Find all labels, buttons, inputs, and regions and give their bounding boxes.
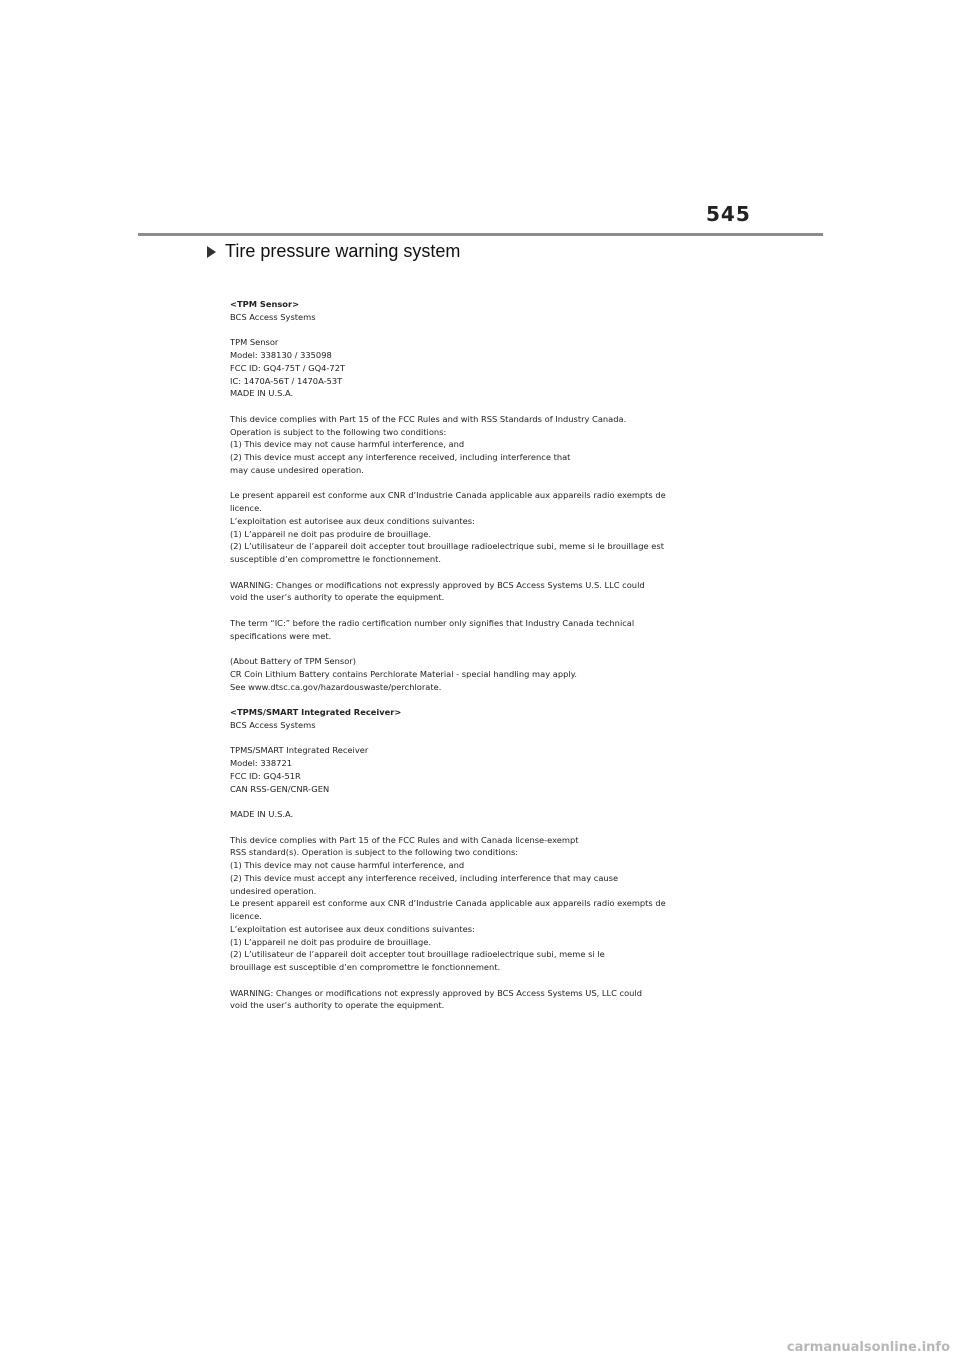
triangle-arrow-icon: [207, 246, 216, 258]
label-text-line: Operation is subject to the following two conditions:: [230, 426, 447, 437]
line-gap: [230, 604, 730, 617]
label-text-line: BCS Access Systems: [230, 719, 316, 730]
line-gap: [230, 974, 730, 987]
label-text-line: (1) This device may not cause harmful interference, and: [230, 860, 465, 870]
line-gap: [230, 795, 730, 808]
section-heading: [207, 241, 460, 262]
label-text-line: FCC ID: GQ4-75T / GQ4-72T: [230, 362, 346, 373]
label-text-line: licence.: [230, 503, 262, 513]
header-rule: [138, 233, 823, 236]
label-text-line: See www.dtsc.ca.gov/hazardouswaste/perchlorate.: [230, 681, 442, 692]
line-gap: [230, 477, 730, 490]
label-text-line: CAN RSS-GEN/CNR-GEN: [230, 783, 330, 794]
label-text-line: susceptible d’en compromettre le fonctionnement.: [230, 554, 442, 564]
line-gap: [230, 324, 730, 337]
label-text-line: L’exploitation est autorisee aux deux conditions suivantes:: [230, 515, 475, 526]
label-text-line: void the user’s authority to operate the equipment.: [230, 592, 445, 603]
label-text-line: licence.: [230, 911, 262, 921]
label-text-line: TPM Sensor: [230, 337, 279, 348]
label-text-line: RSS standard(s). Operation is subject to the following two conditions:: [230, 847, 519, 858]
page-number: 545: [706, 202, 751, 226]
line-gap: [230, 821, 730, 834]
label-text-line: may cause undesired operation.: [230, 464, 364, 475]
label-text-line: (2) This device must accept any interference received, including interference that: [230, 452, 571, 462]
label-text-line: (About Battery of TPM Sensor): [230, 656, 356, 666]
line-gap: [230, 566, 730, 579]
label-text-line: void the user’s authority to operate the equipment.: [230, 1000, 445, 1011]
label-text-line: (2) L’utilisateur de l’appareil doit accepter tout brouillage radioelectrique subi, meme si le brouillage est: [230, 541, 664, 552]
label-section-title: <TPMS/SMART Integrated Receiver>: [230, 707, 402, 717]
label-text-line: brouillage est susceptible d’en compromettre le fonctionnement.: [230, 962, 501, 972]
label-text-line: undesired operation.: [230, 885, 317, 896]
line-gap: [230, 732, 730, 745]
section-heading-text: Tire pressure warning system: [225, 241, 461, 261]
label-text-line: WARNING: Changes or modifications not expressly approved by BCS Access Systems US, LLC could: [230, 987, 643, 998]
line-gap: [230, 693, 730, 706]
label-text-line: WARNING: Changes or modifications not expressly approved by BCS Access Systems U.S. LLC could: [230, 579, 645, 590]
label-section-title: <TPM Sensor>: [230, 299, 300, 309]
footer-watermark: carmanualsonline.info: [786, 1340, 950, 1355]
label-text-line: FCC ID: GQ4-51R: [230, 770, 301, 781]
line-gap: [230, 642, 730, 655]
label-text-line: TPMS/SMART Integrated Receiver: [230, 745, 369, 756]
label-text-line: Model: 338130 / 335098: [230, 350, 332, 360]
label-text-line: L’exploitation est autorisee aux deux conditions suivantes:: [230, 923, 475, 934]
label-text-line: (1) L’appareil ne doit pas produire de brouillage.: [230, 936, 432, 947]
label-text-line: (1) L’appareil ne doit pas produire de brouillage.: [230, 528, 432, 539]
label-text-line: IC: 1470A-56T / 1470A-53T: [230, 375, 343, 386]
label-text-line: (2) This device must accept any interference received, including interference that may cause: [230, 872, 619, 883]
label-text-line: Le present appareil est conforme aux CNR d’Industrie Canada applicable aux appareils radio exempts de: [230, 490, 666, 501]
label-text-line: Model: 338721: [230, 758, 293, 768]
label-text-line: (1) This device may not cause harmful interference, and: [230, 439, 465, 450]
certification-label-block: [230, 298, 730, 1012]
label-text-line: (2) L’utilisateur de l’appareil doit accepter tout brouillage radioelectrique subi, meme si le: [230, 949, 605, 960]
label-text-line: MADE IN U.S.A.: [230, 809, 294, 819]
label-text-line: This device complies with Part 15 of the FCC Rules and with RSS Standards of Industry Canada.: [230, 413, 627, 424]
label-text-line: MADE IN U.S.A.: [230, 388, 294, 399]
label-text-line: Le present appareil est conforme aux CNR d’Industrie Canada applicable aux appareils radio exempts de: [230, 898, 666, 909]
label-text-line: This device complies with Part 15 of the FCC Rules and with Canada license-exempt: [230, 834, 579, 845]
label-text-line: CR Coin Lithium Battery contains Perchlorate Material - special handling may apply.: [230, 668, 578, 679]
label-text-line: BCS Access Systems: [230, 311, 316, 322]
label-text-line: The term “IC:” before the radio certification number only signifies that Industry Canada technical: [230, 617, 635, 628]
label-text-line: specifications were met.: [230, 630, 332, 641]
line-gap: [230, 400, 730, 413]
